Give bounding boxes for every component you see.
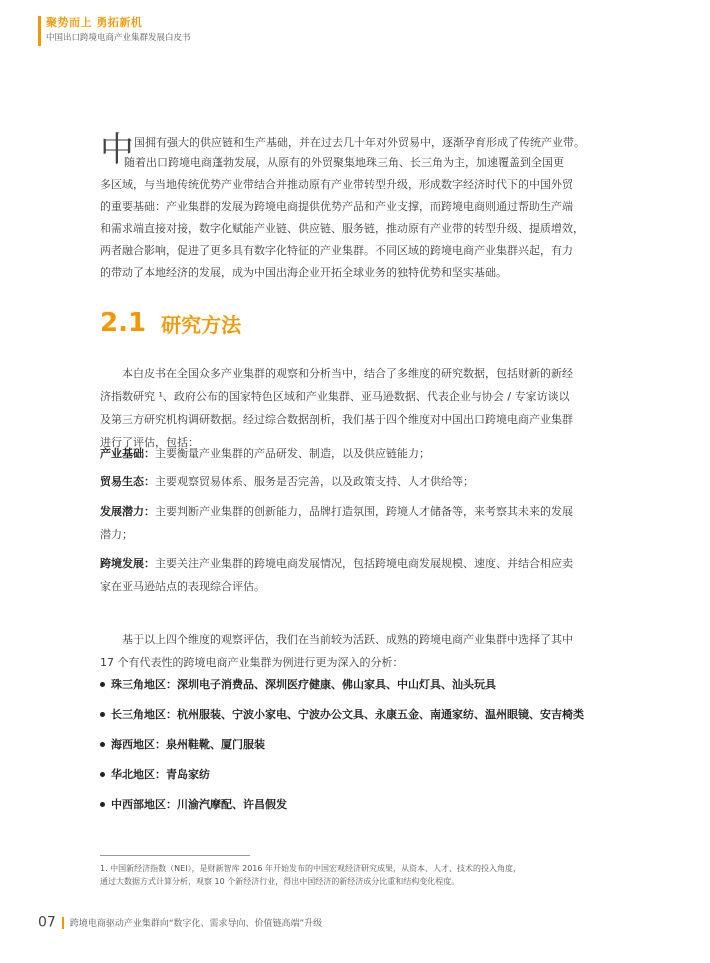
running-footer — [38, 912, 322, 931]
bullet-icon — [100, 802, 105, 807]
paragraph-line: 济指数研究 ¹、政府公布的国家特色区域和产业集群、亚马逊数据、代表企业与协会 / 专家访谈以 — [100, 390, 570, 403]
paragraph-line: 17 个有代表性的跨境电商产业集群为例进行更为深入的分析： — [100, 656, 404, 669]
dimension-desc: 主要关注产业集群的跨境电商发展情况，包括跨境电商发展规模、速度、并结合相应卖 — [155, 557, 573, 570]
footnote-line: 1. 中国新经济指数（NEI），是财新智库 2016 年开始发布的中国宏观经济研究成果，从资本、人才、技术的投入角度， — [100, 864, 522, 873]
dimension-term: 发展潜力： — [100, 505, 155, 518]
dimension-desc: 主要观察贸易体系、服务是否完善，以及政策支持、人才供给等； — [155, 475, 474, 488]
dimension-industry-base — [100, 442, 620, 465]
list-item: 珠三角地区：深圳电子消费品、深圳医疗健康、佛山家具、中山灯具、汕头玩具 — [100, 676, 496, 692]
paragraph-line: 及第三方研究机构调研数据。经过综合数据剖析，我们基于四个维度对中国出口跨境电商产业集群 — [100, 413, 573, 426]
section-heading — [100, 308, 241, 344]
dropcap: 中 — [100, 130, 134, 170]
intro-line: 随着出口跨境电商蓬勃发展，从原有的外贸聚集地珠三角、长三角为主，加速覆盖到全国更 — [124, 156, 564, 169]
intro-line: 多区域，与当地传统优势产业带结合并推动原有产业带转型升级，形成数字经济时代下的中国外贸 — [100, 178, 573, 191]
list-item: 中西部地区：川渝汽摩配、许昌假发 — [100, 796, 287, 812]
dimension-desc: 潜力； — [100, 528, 133, 541]
bullet-icon — [100, 712, 105, 717]
header-accent-bar — [38, 16, 41, 46]
header-title: 聚势而上 勇拓新机 — [46, 16, 143, 29]
paragraph-line: 基于以上四个维度的观察评估，我们在当前较为活跃、成熟的跨境电商产业集群中选择了其中 — [122, 633, 573, 646]
footer-accent-bar — [62, 917, 64, 929]
dimension-cross-border — [100, 552, 620, 598]
list-item: 长三角地区：杭州服装、宁波小家电、宁波办公文具、永康五金、南通家纺、温州眼镜、安吉椅类 — [100, 706, 584, 722]
intro-line: 两者融合影响，促进了更多具有数字化特征的产业集群。不同区域的跨境电商产业集群兴起，有力 — [100, 244, 573, 257]
section-number: 2.1 — [100, 308, 147, 338]
intro-line: 的重要基础：产业集群的发展为跨境电商提供优势产品和产业支撑，而跨境电商则通过帮助生产端 — [100, 200, 573, 213]
footnote-divider — [100, 855, 250, 856]
dimension-development-potential — [100, 500, 620, 546]
page-number: 07 — [38, 914, 56, 931]
footnote — [100, 862, 620, 888]
dimension-term: 跨境发展： — [100, 557, 155, 570]
bullet-icon — [100, 772, 105, 777]
footnote-line: 通过大数据方式计算分析，观察 10 个新经济行业，得出中国经济的新经济成分比重和结构变化程度。 — [100, 877, 460, 886]
section-title: 研究方法 — [161, 312, 242, 337]
dimension-desc: 主要判断产业集群的创新能力，品牌打造氛围，跨境人才储备等，来考察其未来的发展 — [155, 505, 573, 518]
method-paragraph — [100, 362, 620, 454]
dimension-desc: 主要衡量产业集群的产品研发、制造，以及供应链能力； — [155, 447, 430, 460]
bullet-icon — [100, 742, 105, 747]
dimension-term: 产业基础： — [100, 447, 155, 460]
intro-line: 国拥有强大的供应链和生产基础，并在过去几十年对外贸易中，逐渐孕育形成了传统产业带。 — [134, 136, 585, 149]
dimension-trade-ecosystem — [100, 470, 620, 493]
intro-line: 和需求端直接对接，数字化赋能产业链、供应链、服务链，推动原有产业带的转型升级、提质增效， — [100, 222, 584, 235]
paragraph-line: 进行了评估，包括： — [100, 436, 199, 449]
dimension-desc: 家在亚马逊站点的表现综合评估。 — [100, 580, 265, 593]
selection-paragraph — [100, 628, 620, 674]
intro-line: 的带动了本地经济的发展，成为中国出海企业开拓全球业务的独特优势和坚实基础。 — [100, 266, 507, 279]
footer-text: 跨境电商驱动产业集群向“数字化、需求导向、价值链高端”升级 — [69, 919, 323, 929]
list-item: 海西地区：泉州鞋靴、厦门服装 — [100, 736, 265, 752]
list-item: 华北地区：青岛家纺 — [100, 766, 210, 782]
header-subtitle: 中国出口跨境电商产业集群发展白皮书 — [46, 33, 191, 43]
bullet-icon — [100, 682, 105, 687]
dimension-term: 贸易生态： — [100, 475, 155, 488]
paragraph-line: 本白皮书在全国众多产业集群的观察和分析当中，结合了多维度的研究数据，包括财新的新经 — [122, 367, 573, 380]
